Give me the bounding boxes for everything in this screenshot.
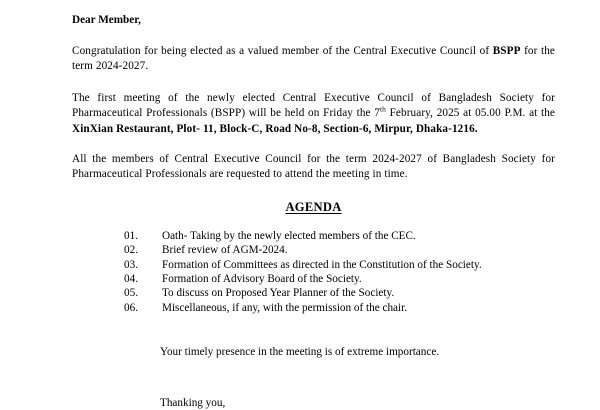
agenda-item-label: Miscellaneous, if any, with the permission of the chair.: [162, 301, 408, 314]
spacer: [72, 315, 555, 345]
agenda-item: [72, 272, 555, 286]
spacer: [72, 27, 555, 44]
ordinal-suffix: th: [379, 104, 386, 114]
agenda-item-label: Formation of Advisory Board of the Society.: [162, 273, 362, 286]
agenda-item-number: 02.: [124, 244, 138, 257]
paragraph-meeting-details: [72, 91, 555, 137]
paragraph-congratulation-bold-bspp: BSPP: [492, 45, 521, 57]
paragraph-congratulation: [72, 44, 555, 75]
agenda-item-number: 04.: [124, 273, 138, 286]
agenda-heading: AGENDA: [285, 199, 342, 214]
spacer: [72, 75, 555, 91]
agenda-item-number: 01.: [124, 229, 138, 242]
agenda-item: [72, 243, 555, 257]
agenda-item-number: 05.: [124, 287, 138, 300]
agenda-item-label: To discuss on Proposed Year Planner of the Society.: [162, 287, 395, 300]
thanking-line: Thanking you,: [160, 396, 226, 409]
agenda-item-label: Formation of Committees as directed in the Constitution of the Society.: [162, 258, 482, 271]
agenda-item: [72, 301, 555, 315]
agenda-item-number: 03.: [124, 258, 138, 271]
meeting-details-text-1: The first meeting of the newly elected Central Executive Council of Bangladesh Society for Pharmaceutical Professionals (BSPP) will be held on Friday the 7: [72, 91, 555, 120]
attendance-request-text: All the members of Central Executive Council for the term 2024-2027 of Bangladesh Society for Pharmaceutical Professionals are requested to attend the meeting in time.: [72, 153, 555, 181]
agenda-list: [72, 215, 555, 315]
presence-note: Your timely presence in the meeting is of extreme importance.: [160, 346, 440, 359]
meeting-details-text-2: February, 2025 at 05.00 P.M. at the: [385, 107, 556, 120]
spacer: [72, 137, 555, 152]
agenda-item: [72, 286, 555, 300]
paragraph-congratulation-text-2: for the term 2024-2027.: [72, 45, 555, 73]
agenda-item-label: Oath- Taking by the newly elected members of the CEC.: [162, 229, 416, 242]
paragraph-attendance-request: [72, 152, 555, 183]
spacer: [72, 360, 555, 396]
paragraph-congratulation-text-1: Congratulation for being elected as a valued member of the Central Executive Council of: [72, 45, 493, 57]
salutation: Dear Member,: [72, 14, 141, 26]
agenda-item-number: 06.: [124, 301, 138, 314]
meeting-venue-bold: XinXian Restaurant, Plot- 11, Block-C, Road No-8, Section-6, Mirpur, Dhaka-1216.: [72, 122, 478, 135]
agenda-item: [72, 258, 555, 272]
agenda-item-label: Brief review of AGM-2024.: [162, 244, 288, 257]
agenda-item: [72, 229, 555, 243]
document-body: [72, 0, 555, 410]
